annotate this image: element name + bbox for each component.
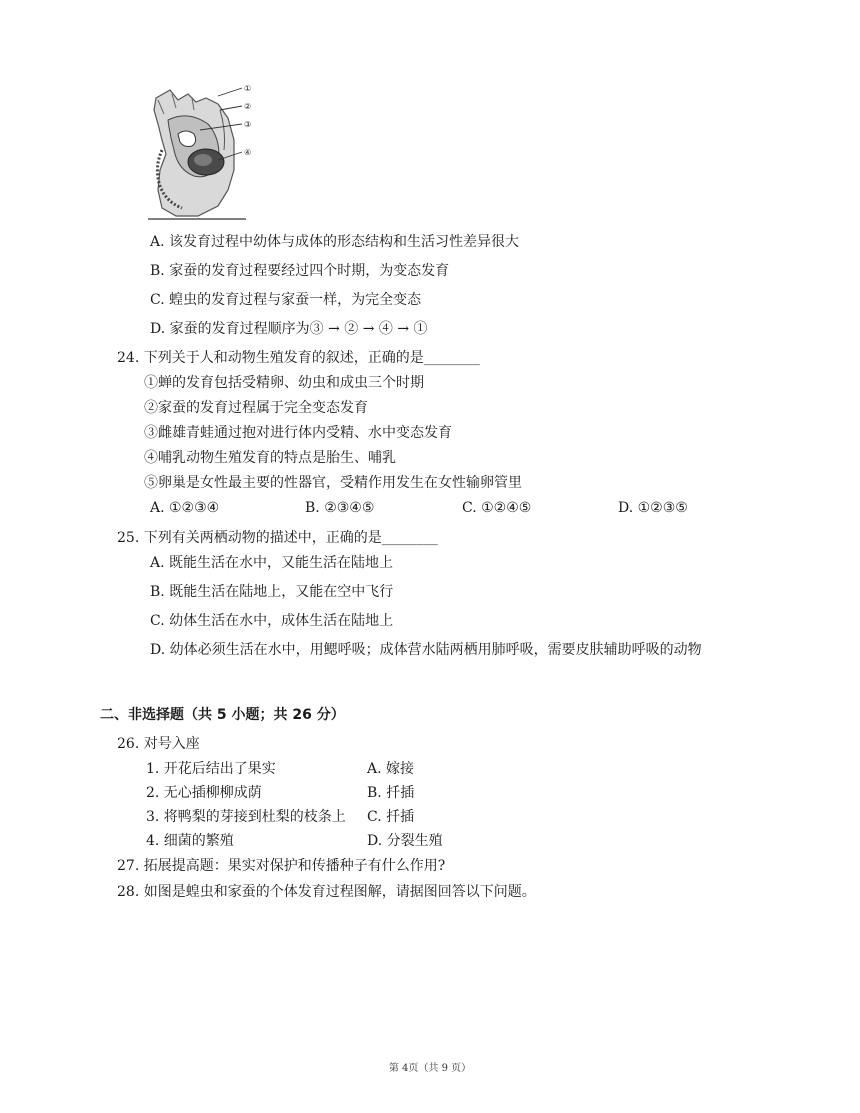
q26-choice-a: A. 嫁接	[367, 761, 415, 777]
q24-option-a: A. ①②③④	[150, 500, 220, 516]
q26-stem: 26. 对号入座	[117, 736, 200, 752]
q26-choice-c: C. 扦插	[367, 809, 415, 825]
q26-item-1: 1. 开花后结出了果实	[146, 761, 276, 777]
q24-stem: 24. 下列关于人和动物生殖发育的叙述，正确的是________	[117, 350, 480, 366]
insect-anatomy-figure	[148, 80, 264, 222]
page-footer: 第 4页（共 9 页）	[388, 1063, 472, 1074]
q24-option-d: D. ①②③⑤	[618, 500, 688, 516]
q26-item-2: 2. 无心插柳柳成荫	[146, 785, 262, 801]
q24-option-c: C. ①②④⑤	[462, 500, 532, 516]
q24-statement-1: ①蝉的发育包括受精卵、幼虫和成虫三个时期	[144, 375, 424, 391]
q24-statement-2: ②家蚕的发育过程属于完全变态发育	[144, 400, 368, 416]
q23-option-a: A. 该发育过程中幼体与成体的形态结构和生活习性差异很大	[150, 234, 520, 250]
q24-option-b: B. ②③④⑤	[305, 500, 375, 516]
q25-option-d: D. 幼体必须生活在水中，用鳃呼吸；成体营水陆两栖用肺呼吸，需要皮肤辅助呼吸的动物	[150, 642, 702, 658]
q25-option-c: C. 幼体生活在水中，成体生活在陆地上	[150, 613, 394, 629]
q24-statement-5: ⑤卵巢是女性最主要的性器官，受精作用发生在女性输卵管里	[144, 475, 522, 491]
figure-callout-1: ①	[244, 84, 252, 93]
q25-option-b: B. 既能生活在陆地上，又能在空中飞行	[150, 584, 394, 600]
q25-stem: 25. 下列有关两栖动物的描述中，正确的是________	[117, 530, 438, 546]
q26-item-4: 4. 细菌的繁殖	[146, 833, 234, 849]
section-heading: 二、非选择题（共 5 小题；共 26 分）	[100, 707, 345, 723]
q25-option-a: A. 既能生活在水中，又能生活在陆地上	[150, 555, 394, 571]
figure-callout-2: ②	[244, 102, 252, 111]
q26-choice-d: D. 分裂生殖	[367, 833, 443, 849]
q23-option-c: C. 蝗虫的发育过程与家蚕一样，为完全变态	[150, 292, 422, 308]
q28-stem: 28. 如图是蝗虫和家蚕的个体发育过程图解，请据图回答以下问题。	[117, 884, 536, 900]
q26-choice-b: B. 扦插	[367, 785, 415, 801]
q23-option-d: D. 家蚕的发育过程顺序为③ → ② → ④ → ①	[150, 321, 428, 337]
q27-stem: 27. 拓展提高题：果实对保护和传播种子有什么作用?	[117, 858, 446, 874]
figure-callout-4: ④	[244, 148, 252, 157]
q23-option-b: B. 家蚕的发育过程要经过四个时期，为变态发育	[150, 263, 450, 279]
figure-callout-3: ③	[244, 120, 252, 129]
q24-statement-4: ④哺乳动物生殖发育的特点是胎生、哺乳	[144, 450, 396, 466]
q26-item-3: 3. 将鸭梨的芽接到杜梨的枝条上	[146, 809, 346, 825]
q24-statement-3: ③雌雄青蛙通过抱对进行体内受精、水中变态发育	[144, 425, 452, 441]
